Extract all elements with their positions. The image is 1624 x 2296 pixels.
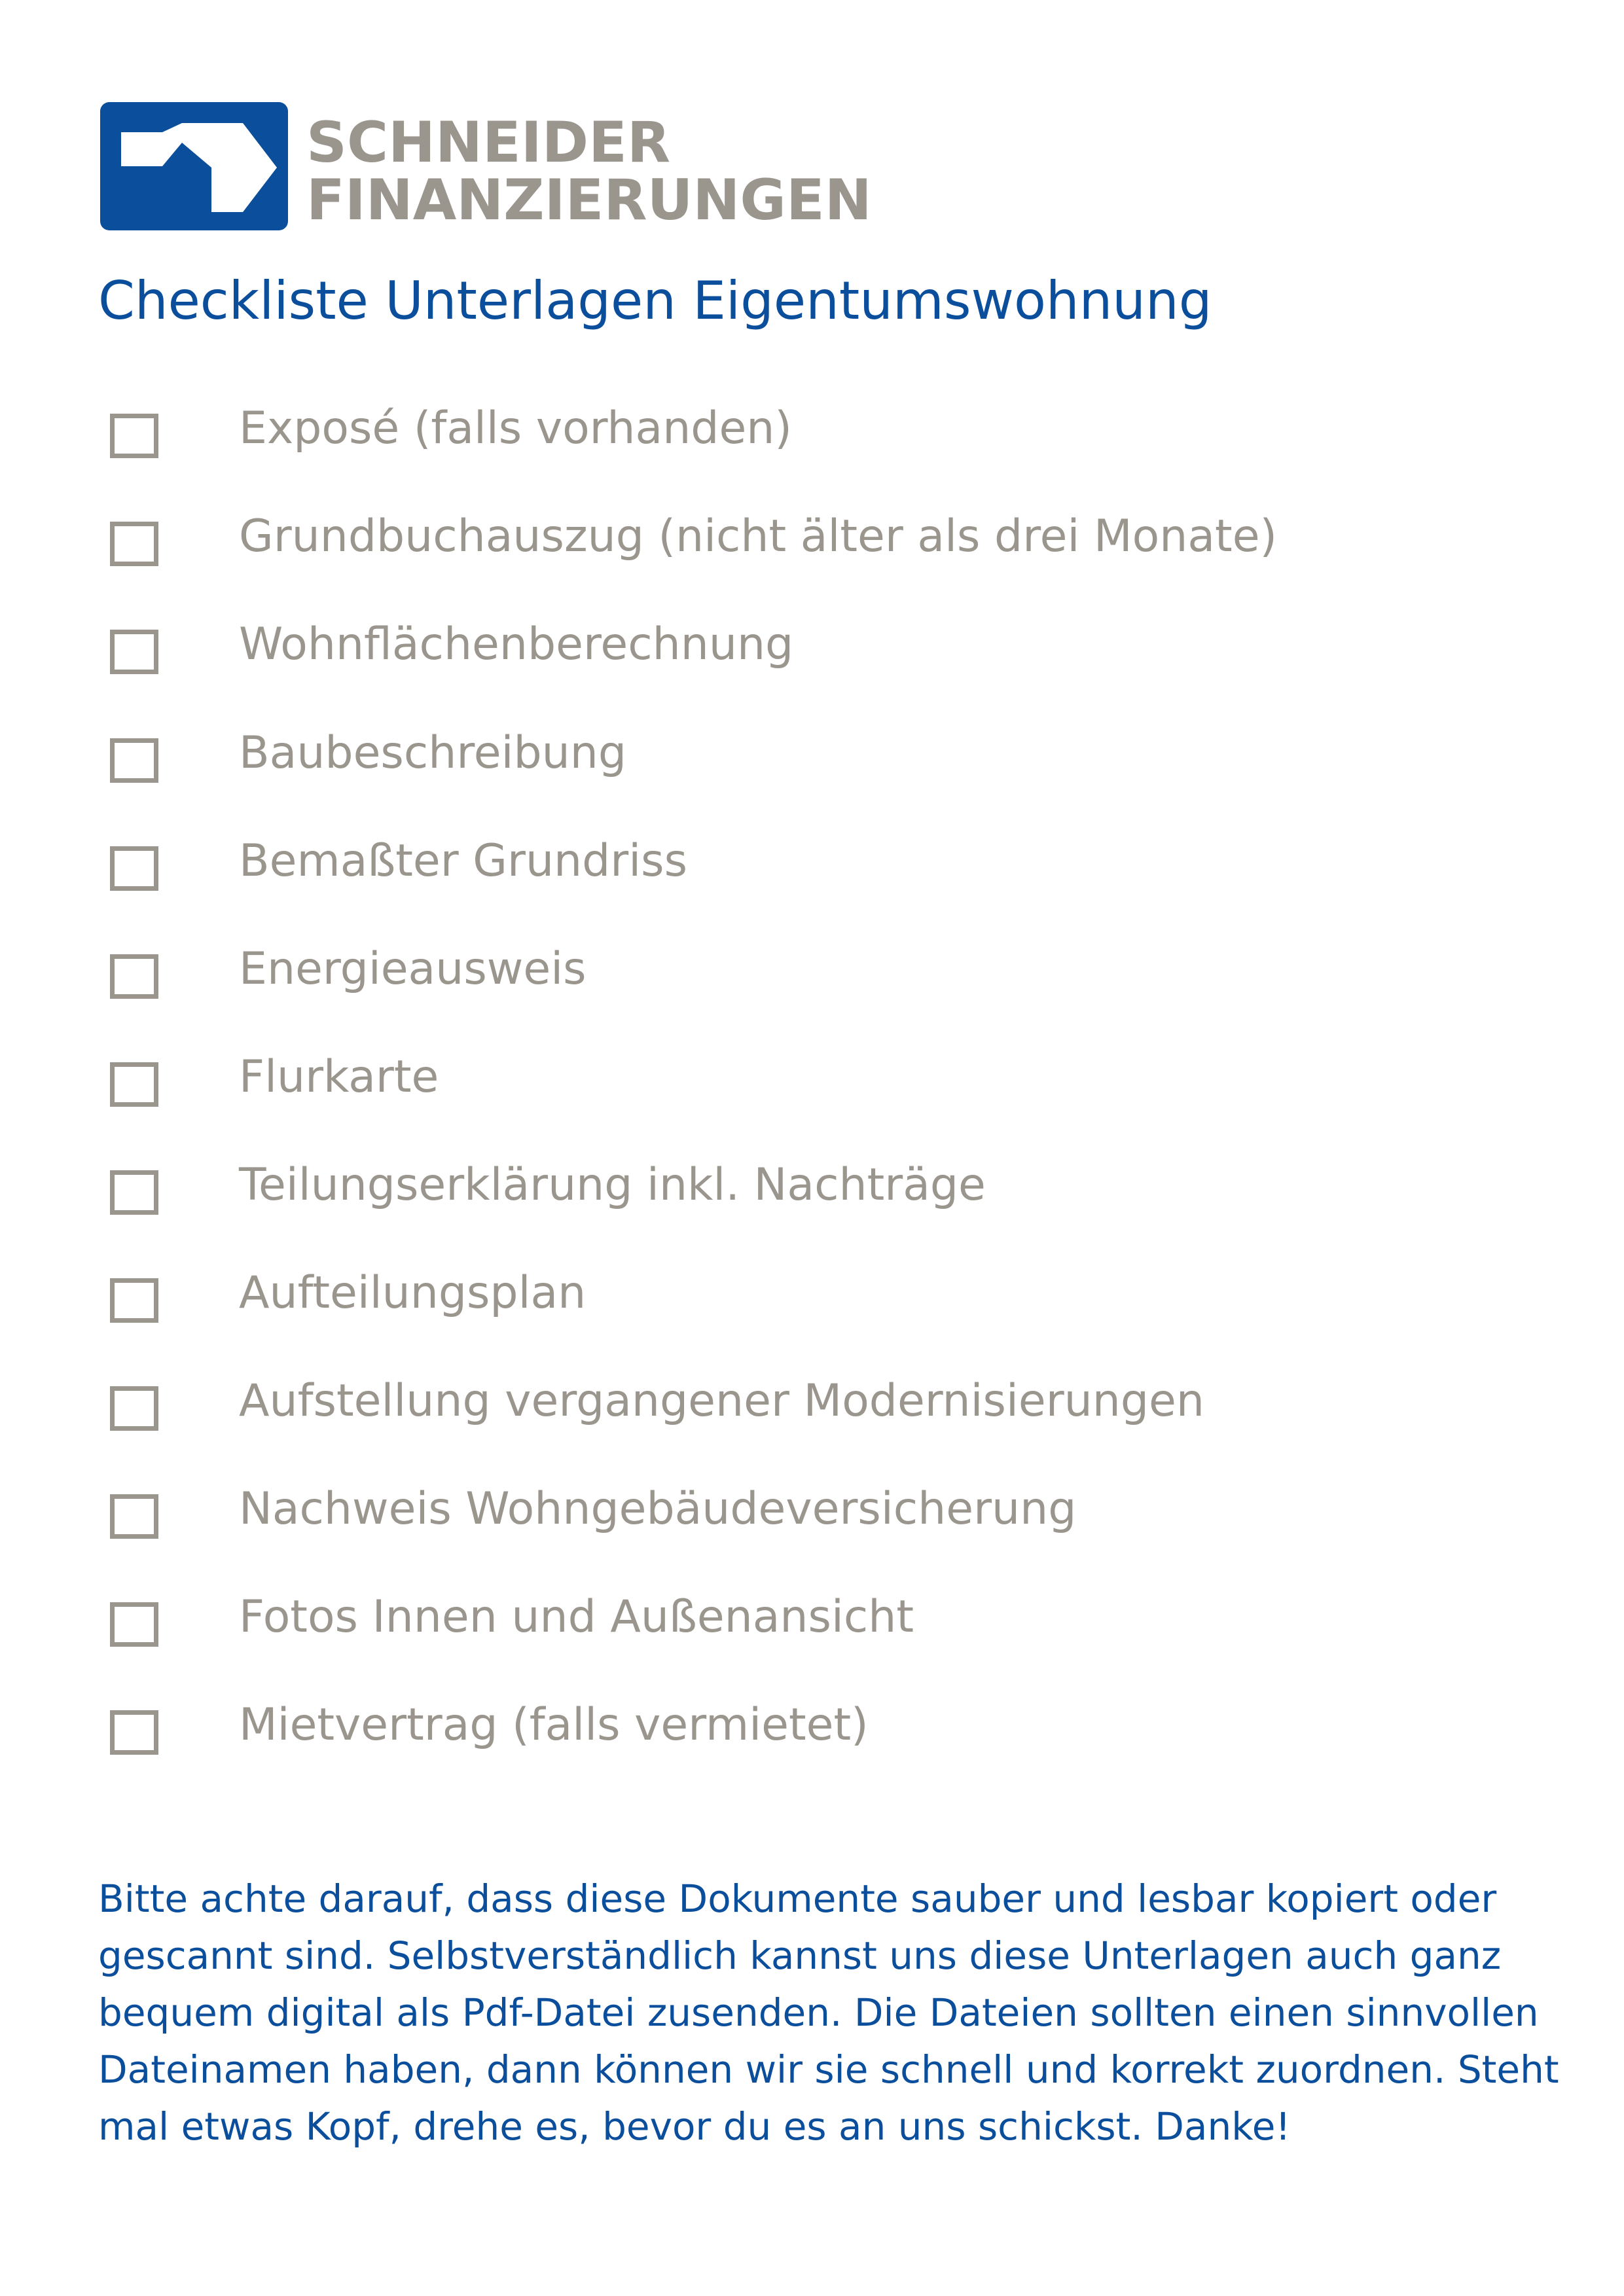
checklist-item	[0, 619, 1440, 708]
checkbox[interactable]	[110, 738, 158, 783]
checklist-item-label: Fotos Innen und Außenansicht	[239, 1591, 914, 1643]
checklist-item	[0, 835, 1440, 925]
checkbox[interactable]	[110, 414, 158, 458]
checklist-item	[0, 727, 1440, 817]
checklist-item	[0, 1051, 1440, 1141]
checklist-item-label: Wohnflächenberechnung	[239, 619, 794, 670]
checklist-item	[0, 511, 1440, 600]
checkbox[interactable]	[110, 1062, 158, 1107]
checkbox[interactable]	[110, 522, 158, 566]
checkbox[interactable]	[110, 954, 158, 999]
checklist-item-label: Aufstellung vergangener Modernisierungen	[239, 1375, 1204, 1427]
footer-note: Bitte achte darauf, dass diese Dokumente sauber und lesbar kopiert oder gescannt sind. Selbstverständlich kannst uns diese Unterlagen auch ganz bequem digital als Pdf-Datei zusenden. Die Dateien sollten einen sinnvollen Dateinamen haben, dann können wir sie schnell und korrekt zuordnen. Steht mal etwas Kopf, drehe es, bevor du es an uns schickst. Danke!	[98, 1876, 1559, 2149]
checklist-item	[0, 1483, 1440, 1573]
checklist-item-label: Bemaßter Grundriss	[239, 835, 688, 887]
checkbox[interactable]	[110, 1602, 158, 1647]
checklist-item-label: Aufteilungsplan	[239, 1267, 586, 1319]
logo-line-1: SCHNEIDER	[306, 110, 671, 175]
checkbox[interactable]	[110, 1386, 158, 1431]
checklist-item-label: Exposé (falls vorhanden)	[239, 403, 792, 454]
checkbox[interactable]	[110, 1278, 158, 1323]
checkbox[interactable]	[110, 1170, 158, 1215]
checklist-item	[0, 1159, 1440, 1249]
logo-line-2: FINANZIERUNGEN	[306, 168, 872, 233]
checklist-item-label: Baubeschreibung	[239, 727, 627, 779]
checklist-item-label: Mietvertrag (falls vermietet)	[239, 1699, 869, 1751]
checklist-item-label: Energieausweis	[239, 943, 586, 995]
checklist-item	[0, 1699, 1440, 1789]
checklist-item-label: Nachweis Wohngebäudeversicherung	[239, 1483, 1077, 1535]
checkbox[interactable]	[110, 846, 158, 891]
checkbox[interactable]	[110, 1710, 158, 1755]
checklist-item-label: Grundbuchauszug (nicht älter als drei Monate)	[239, 511, 1278, 562]
checklist-item-label: Teilungserklärung inkl. Nachträge	[239, 1159, 986, 1211]
checklist-item-label: Flurkarte	[239, 1051, 439, 1103]
checklist-item	[0, 1267, 1440, 1357]
checklist-item	[0, 403, 1440, 492]
checkbox[interactable]	[110, 1494, 158, 1539]
checklist-item	[0, 943, 1440, 1033]
page-title: Checkliste Unterlagen Eigentumswohnung	[98, 270, 1212, 331]
checkbox[interactable]	[110, 630, 158, 674]
checklist-item	[0, 1375, 1440, 1465]
checklist-item	[0, 1591, 1440, 1681]
